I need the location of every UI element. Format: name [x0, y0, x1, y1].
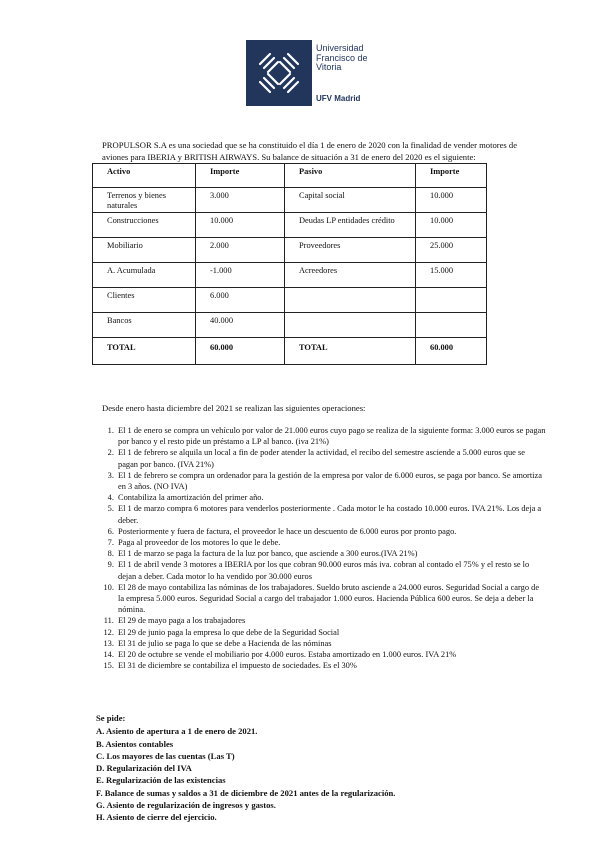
list-item: 12. El 29 de junio paga la empresa lo que debe de la Seguridad Social: [116, 627, 546, 638]
requirement-item: F. Balance de sumas y saldos a 31 de diciembre de 2021 antes de la regularización.: [96, 787, 396, 798]
table-cell: 3.000: [196, 188, 285, 213]
list-item: 3. El 1 de febrero se compra un ordenador para la gestión de la empresa por valor de 6.000 euros, se paga por banco. Se amortiza en 3 años. (NO IVA): [116, 470, 546, 492]
operations-list: [98, 425, 546, 671]
balance-sheet-table: [92, 163, 487, 365]
table-cell: [416, 313, 487, 338]
table-cell: Terrenos y bienes naturales: [93, 188, 196, 213]
table-row: [93, 263, 487, 288]
table-cell: 40.000: [196, 313, 285, 338]
list-item: 14. El 20 de octubre se vende el mobiliario por 4.000 euros. Estaba amortizado en 1.000 euros. IVA 21%: [116, 649, 546, 660]
total-label-activo: TOTAL: [93, 338, 196, 365]
table-cell: -1.000: [196, 263, 285, 288]
total-value-activo: 60.000: [196, 338, 285, 365]
table-cell: 10.000: [416, 213, 487, 238]
header-pasivo: Pasivo: [285, 164, 416, 188]
table-cell: 6.000: [196, 288, 285, 313]
list-item: 13. El 31 de julio se paga lo que se debe a Hacienda de las nóminas: [116, 638, 546, 649]
requirements-title: Se pide:: [96, 713, 126, 723]
table-cell: A. Acumulada: [93, 263, 196, 288]
table-cell: Bancos: [93, 313, 196, 338]
logo-line-2: Francisco de: [316, 52, 368, 63]
list-item: 9. El 1 de abril vende 3 motores a IBERIA por los que cobran 90.000 euros más iva. cobran al contado el 75% y el resto se lo dejan a deber. Cada motor lo ha vendido por 30.000 euros: [116, 559, 546, 581]
table-cell: [285, 313, 416, 338]
list-item: 1. El 1 de enero se compra un vehículo por valor de 21.000 euros cuyo pago se realiza de la siguiente forma: 3.000 euros se pagan por banco y el resto pide un préstamo a LP al banco. (iva 21%): [116, 425, 546, 447]
ufv-emblem-icon: [246, 40, 312, 106]
table-row: [93, 288, 487, 313]
list-item: 8. El 1 de marzo se paga la factura de la luz por banco, que asciende a 300 euros.(IVA 21%): [116, 548, 546, 559]
table-row: [93, 238, 487, 263]
list-item: 6. Posteriormente y fuera de factura, el proveedor le hace un descuento de 6.000 euros por pronto pago.: [116, 526, 546, 537]
header-importe-pasivo: Importe: [416, 164, 487, 188]
logo-wordmark: [316, 44, 368, 73]
requirement-item: D. Regularización del IVA: [96, 763, 192, 774]
operations-intro: Desde enero hasta diciembre del 2021 se realizan las siguientes operaciones:: [102, 403, 366, 413]
table-cell: 10.000: [416, 188, 487, 213]
list-item: 10. El 28 de mayo contabiliza las nóminas de los trabajadores. Sueldo bruto asciende a 24.000 euros. Seguridad Social a cargo de la empresa 5.000 euros. Seguridad Social a cargo del trabajador 1.000 euros. Hacienda Pública 600 euros. Se deja a deber la nómina.: [116, 582, 546, 616]
table-cell: Proveedores: [285, 238, 416, 263]
header-importe-activo: Importe: [196, 164, 285, 188]
list-item: 4. Contabiliza la amortización del primer año.: [116, 492, 546, 503]
table-row: [93, 188, 487, 213]
table-cell: 25.000: [416, 238, 487, 263]
requirement-item: H. Asiento de cierre del ejercicio.: [96, 812, 217, 823]
table-cell: Capital social: [285, 188, 416, 213]
intro-paragraph: PROPULSOR S.A es una sociedad que se ha constituido el día 1 de enero de 2020 con la finalidad de vender motores de aviones para IBERIA y BRITISH AIRWAYS. Su balance de situación a 31 de enero del 2020 es el siguiente:: [102, 139, 518, 163]
table-total-row: [93, 338, 487, 365]
table-cell: [285, 288, 416, 313]
list-item: 11. El 29 de mayo paga a los trabajadores: [116, 615, 546, 626]
table-cell: 2.000: [196, 238, 285, 263]
table-cell: [416, 288, 487, 313]
requirement-item: A. Asiento de apertura a 1 de enero de 2021.: [96, 726, 258, 737]
logo-line-3: Vitoria: [316, 62, 342, 72]
table-header-row: [93, 164, 487, 188]
logo-subtitle: UFV Madrid: [316, 94, 361, 103]
requirement-item: E. Regularización de las existencias: [96, 775, 226, 786]
table-row: [93, 313, 487, 338]
table-cell: Clientes: [93, 288, 196, 313]
logo-line-1: Universidad: [316, 43, 364, 53]
table-cell: Construcciones: [93, 213, 196, 238]
requirements-section: [96, 712, 395, 824]
total-value-pasivo: 60.000: [416, 338, 487, 365]
requirement-item: B. Asientos contables: [96, 738, 174, 749]
requirement-item: C. Los mayores de las cuentas (Las T): [96, 750, 235, 761]
list-item: 7. Paga al proveedor de los motores lo que le debe.: [116, 537, 546, 548]
total-label-pasivo: TOTAL: [285, 338, 416, 365]
table-cell: 10.000: [196, 213, 285, 238]
list-item: 15. El 31 de diciembre se contabiliza el impuesto de sociedades. Es el 30%: [116, 660, 546, 671]
university-logo: [246, 40, 376, 106]
table-row: [93, 213, 487, 238]
table-cell: Deudas LP entidades crédito: [285, 213, 416, 238]
header-activo: Activo: [93, 164, 196, 188]
table-cell: Mobiliario: [93, 238, 196, 263]
list-item: 2. El 1 de febrero se alquila un local a fin de poder atender la actividad, el recibo del semestre asciende a 5.000 euros que se pagan por banco. (IVA 21%): [116, 447, 546, 469]
list-item: 5. El 1 de marzo compra 6 motores para venderlos posteriormente . Cada motor le ha costado 10.000 euros. IVA 21%. Los deja a deber.: [116, 503, 546, 525]
table-cell: 15.000: [416, 263, 487, 288]
table-cell: Acreedores: [285, 263, 416, 288]
requirement-item: G. Asiento de regularización de ingresos y gastos.: [96, 800, 276, 811]
